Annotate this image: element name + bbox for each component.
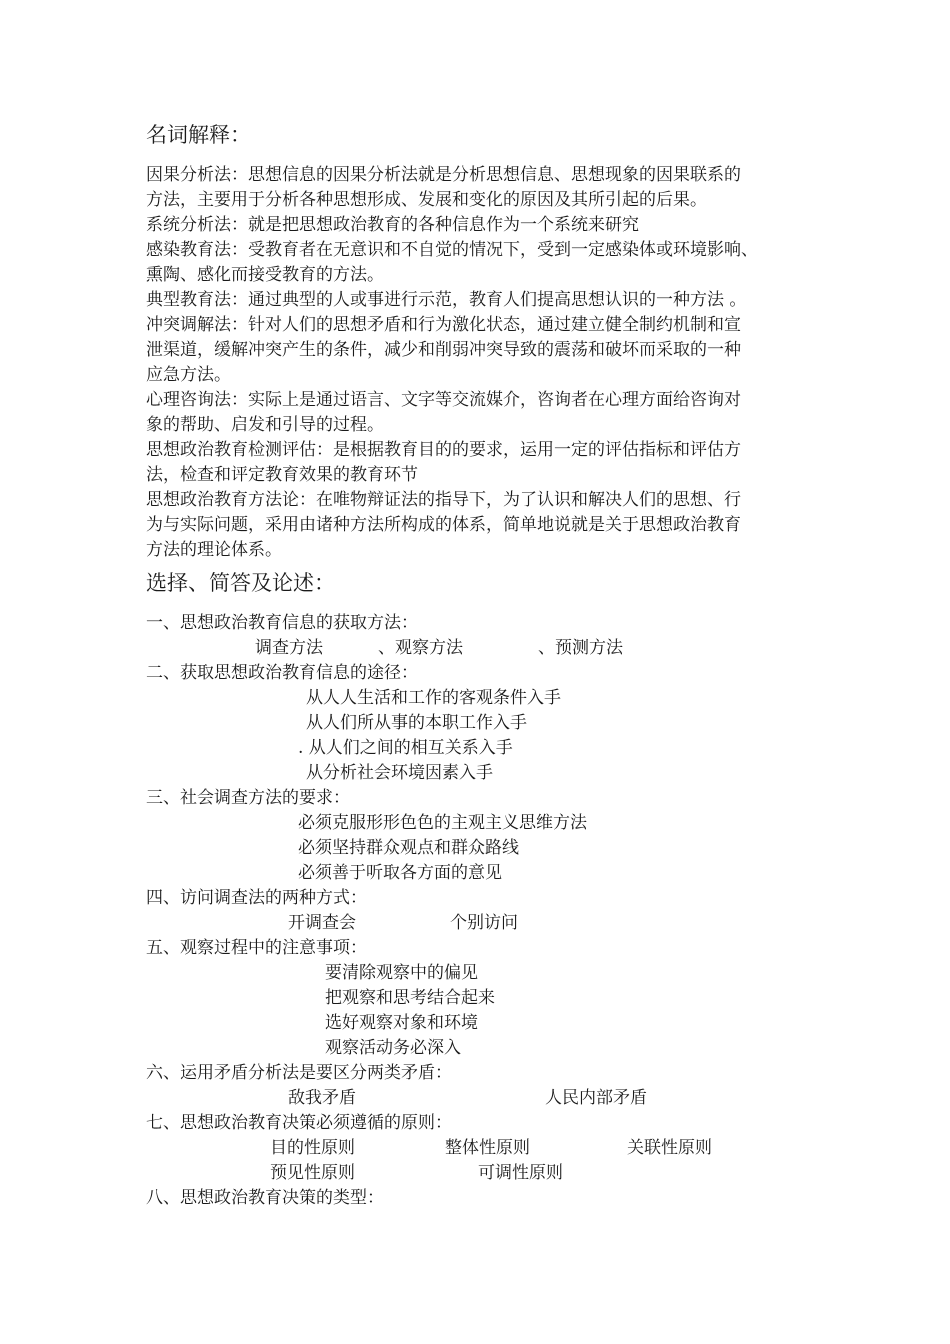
definition-line: 泄渠道，缓解冲突产生的条件，减少和削弱冲突导致的震荡和破坏而采取的一种 xyxy=(146,340,741,360)
answer-item: 关联性原则 xyxy=(627,1138,712,1158)
answer-item: 、观察方法 xyxy=(378,638,463,658)
answer-item: 从人们所从事的本职工作入手 xyxy=(306,713,527,733)
answer-item: 目的性原则 xyxy=(270,1138,355,1158)
question-title: 二、获取思想政治教育信息的途径： xyxy=(146,663,418,683)
answer-item: 从分析社会环境因素入手 xyxy=(306,763,493,783)
answer-item: 、预测方法 xyxy=(538,638,623,658)
definition-line: 感染教育法：受教育者在无意识和不自觉的情况下，受到一定感染体或环境影响、 xyxy=(146,240,758,260)
definition-line: 冲突调解法：针对人们的思想矛盾和行为激化状态，通过建立健全制约机制和宣 xyxy=(146,315,741,335)
answer-item: 要清除观察中的偏见 xyxy=(325,963,478,983)
definition-line: 思想政治教育检测评估：是根据教育目的的要求，运用一定的评估指标和评估方 xyxy=(146,440,741,460)
answer-item: 可调性原则 xyxy=(478,1163,563,1183)
definition-line: 典型教育法：通过典型的人或事进行示范，教育人们提高思想认识的一种方法 。 xyxy=(146,290,747,310)
section-heading-questions: 选择、简答及论述： xyxy=(146,571,335,595)
question-title: 八、思想政治教育决策的类型： xyxy=(146,1188,384,1208)
question-title: 一、思想政治教育信息的获取方法： xyxy=(146,613,418,633)
answer-item: 调查方法 xyxy=(255,638,323,658)
answer-item: 必须善于听取各方面的意见 xyxy=(298,863,502,883)
answer-item: 开调查会 xyxy=(288,913,356,933)
answer-item: 把观察和思考结合起来 xyxy=(325,988,495,1008)
answer-item: . 从人们之间的相互关系入手 xyxy=(298,738,513,758)
definition-line: 应急方法。 xyxy=(146,365,231,385)
answer-item: 预见性原则 xyxy=(270,1163,355,1183)
definition-line: 方法，主要用于分析各种思想形成、发展和变化的原因及其所引起的后果。 xyxy=(146,190,707,210)
definition-line: 心理咨询法：实际上是通过语言、文字等交流媒介，咨询者在心理方面给咨询对 xyxy=(146,390,741,410)
definition-line: 为与实际问题，采用由诸种方法所构成的体系，简单地说就是关于思想政治教育 xyxy=(146,515,741,535)
answer-item: 个别访问 xyxy=(450,913,518,933)
answer-item: 观察活动务必深入 xyxy=(325,1038,461,1058)
definition-line: 思想政治教育方法论：在唯物辩证法的指导下，为了认识和解决人们的思想、行 xyxy=(146,490,741,510)
answer-item: 整体性原则 xyxy=(445,1138,530,1158)
answer-item: 必须坚持群众观点和群众路线 xyxy=(298,838,519,858)
answer-item: 从人人生活和工作的客观条件入手 xyxy=(306,688,561,708)
definition-line: 因果分析法：思想信息的因果分析法就是分析思想信息、思想现象的因果联系的 xyxy=(146,165,741,185)
answer-item: 敌我矛盾 xyxy=(288,1088,356,1108)
question-title: 六、运用矛盾分析法是要区分两类矛盾： xyxy=(146,1063,452,1083)
answer-item: 必须克服形形色色的主观主义思维方法 xyxy=(298,813,587,833)
definition-line: 熏陶、感化而接受教育的方法。 xyxy=(146,265,384,285)
question-title: 五、观察过程中的注意事项： xyxy=(146,938,367,958)
definition-line: 象的帮助、启发和引导的过程。 xyxy=(146,415,384,435)
definition-line: 方法的理论体系。 xyxy=(146,540,282,560)
section-heading-definitions: 名词解释： xyxy=(146,123,251,147)
answer-item: 选好观察对象和环境 xyxy=(325,1013,478,1033)
answer-item: 人民内部矛盾 xyxy=(545,1088,647,1108)
question-title: 七、思想政治教育决策必须遵循的原则： xyxy=(146,1113,452,1133)
question-title: 四、访问调查法的两种方式： xyxy=(146,888,367,908)
definition-line: 系统分析法：就是把思想政治教育的各种信息作为一个系统来研究 xyxy=(146,215,639,235)
question-title: 三、社会调查方法的要求： xyxy=(146,788,350,808)
definition-line: 法，检查和评定教育效果的教育环节 xyxy=(146,465,418,485)
